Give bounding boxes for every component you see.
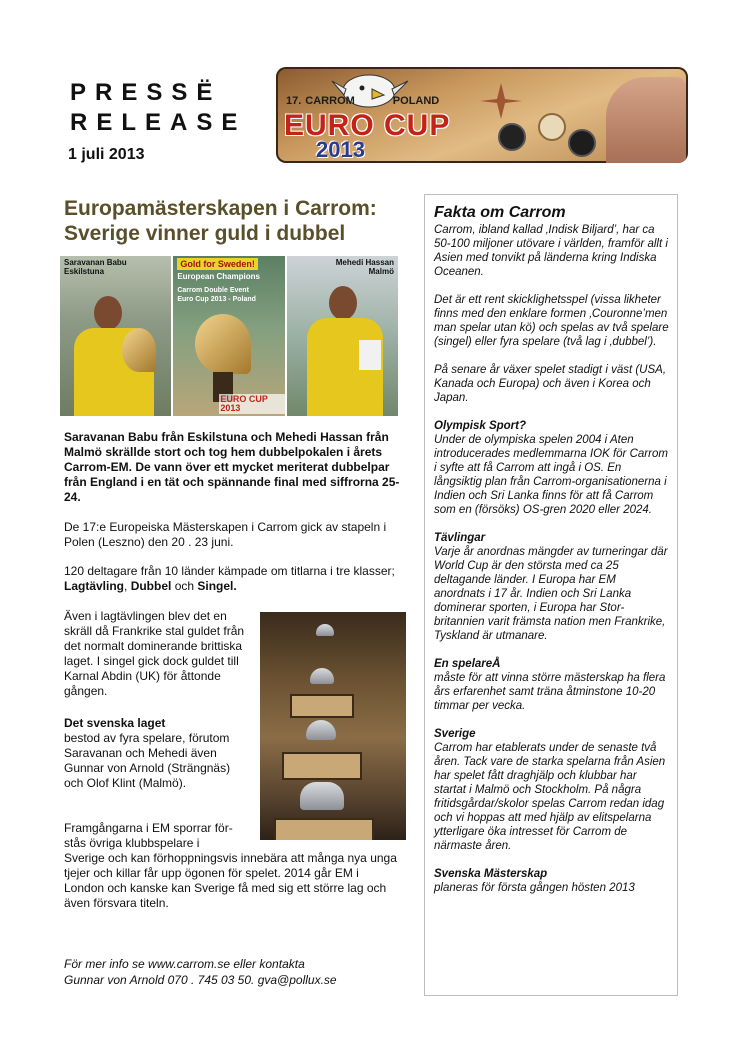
contact-info xyxy=(64,956,404,988)
sidebar-text-sweden: Carrom har etablerats under de senaste två åren. Tack vare de starka spelarna från Asien har spelet fått draghjälp och klubbar har startat i Malmö och Stockholm. På några fritidsgårdar/skolor spelas Carrom redan idag och vi hoppas att med hjälp av elitspelarna ytterligare öka intresset för Carrom de närmaste åren. xyxy=(434,742,666,852)
carrom-board xyxy=(282,752,362,780)
sep-1: , xyxy=(124,579,131,593)
caption-champions: European Champions xyxy=(177,272,261,281)
lamp-icon xyxy=(306,720,336,740)
player-head xyxy=(329,286,357,320)
carrom-coin-icon xyxy=(498,123,526,151)
article-headline: Europamästerskapen i Carrom: Sverige vinner guld i dubbel xyxy=(64,197,377,245)
banner-country: POLAND xyxy=(392,95,440,107)
sidebar-heading-olympic: Olympisk Sport? xyxy=(434,420,527,432)
sidebar-text-olympic: Under de olympiska spelen 2004 i Aten introducerades medlemmarna IOK för Carrom i syfte att få Carrom att ingå i OS. En långsiktig plan från Carrom-organisationerna i Indien och Sri Lanka finns för att få Carrom som en (försöks) OS-gren 2020 eller 2024. xyxy=(434,434,668,516)
champions-photo-collage xyxy=(60,256,398,416)
sidebar-heading-player: En spelareÅ xyxy=(434,658,501,670)
photo-mehedi xyxy=(287,256,398,416)
carrom-board xyxy=(290,694,354,718)
caption-double: Carrom Double Event xyxy=(177,287,249,294)
paragraph-future-2: Sverige och kan förhoppningsvis innebära att många nya unga tjejer och killar får upp ögonen för spelet. 2014 går EM i London och kanske kan Sverige få med sig ett större lag och även försvara titeln. xyxy=(64,851,397,910)
compass-star-icon xyxy=(476,81,526,121)
certificate xyxy=(359,340,381,370)
banner-carrom: CARROM xyxy=(305,95,355,107)
caption-euro-cup: Euro Cup 2013 - Poland xyxy=(177,296,256,303)
team-text: bestod av fyra spelare, förutom Saravanan och Mehedi även Gunnar von Arnold (Strängnäs) och Olof Klint (Malmö). xyxy=(64,731,231,790)
photo-trophy xyxy=(173,256,284,416)
tournament-hall-photo xyxy=(260,612,406,840)
class-double: Dubbel xyxy=(130,579,172,593)
class-team: Lagtävling xyxy=(64,579,125,593)
caption-logo: EURO CUP 2013 xyxy=(219,394,284,414)
press-release-title xyxy=(70,78,246,138)
hand-photo xyxy=(606,77,686,163)
sidebar-growth: På senare år växer spelet stadigt i väst (USA, Kanada och Europa) och även i Korea och Japan. xyxy=(434,364,667,404)
banner-euro-cup: EURO CUP xyxy=(284,109,451,142)
carrom-coin-icon xyxy=(568,129,596,157)
article-lead: Saravanan Babu från Eskilstuna och Mehedi Hassan från Malmö skrällde stort och tog hem dubbelpokalen i årets Carrom-EM. De vann över ett mycket meriterat dubbelpar från England i en tät och spännande final med siffrorna 25-24. xyxy=(64,430,400,504)
paragraph-participants xyxy=(64,564,402,594)
contact-line-1: För mer info se www.carrom.se eller kontakta xyxy=(64,957,305,971)
lamp-icon xyxy=(310,668,334,684)
sidebar-skill: Det är ett rent skicklighetsspel (vissa likheter finns med den enklare formen ‚Couronne‛men man spelar utan kö) och spelas av två spelare (singel) eller fyra spelare (två lag i ‚dubbel‛). xyxy=(434,294,669,348)
caption-mehedi: Mehedi Hassan Malmö xyxy=(335,258,394,276)
paragraph-championship: De 17:e Europeiska Mästerskapen i Carrom gick av stapeln i Polen (Leszno) den 20 . 23 juni. xyxy=(64,520,387,549)
carrom-coin-icon xyxy=(538,113,566,141)
lamp-icon xyxy=(300,782,344,810)
sidebar-intro: Carrom, ibland kallad ‚Indisk Biljard‛, har ca 50-100 miljoner utövare i världen, framför allt i Asien med tonvikt på länderna kring Indiska Oceanen. xyxy=(434,224,668,278)
class-single: Singel. xyxy=(197,579,237,593)
team-heading: Det svenska laget xyxy=(64,716,166,730)
release-date: 1 juli 2013 xyxy=(68,146,145,163)
euro-cup-banner xyxy=(276,67,688,163)
sidebar-heading-competitions: Tävlingar xyxy=(434,532,486,544)
sidebar-heading-sweden: Sverige xyxy=(434,728,476,740)
caption-saravanan: Saravanan Babu Eskilstuna xyxy=(64,258,127,276)
trophy-icon xyxy=(122,328,156,372)
sep-2: och xyxy=(171,579,198,593)
paragraph-team-event: Även i lagtävlingen blev det en skräll då Frankrike stal guldet från det normalt dominerande brittiska laget. I singel gick dock guldet till Karnal Abdin (UK) för åttonde gången. xyxy=(64,609,245,698)
lamp-icon xyxy=(316,624,334,636)
paragraph-future-1: Framgångarna i EM sporrar för-stås övriga klubbspelare i xyxy=(64,821,233,850)
player-head xyxy=(94,296,122,330)
contact-line-2: Gunnar von Arnold 070 . 745 03 50. gva@pollux.se xyxy=(64,973,337,987)
sidebar-text-player: måste för att vinna större mästerskap ha flera års erfarenhet samt träna åtminstone 10-20 timmar per vecka. xyxy=(434,672,666,712)
sidebar-title: Fakta om Carrom xyxy=(434,204,566,221)
carrom-board xyxy=(274,818,374,840)
sidebar-text-championship: planeras för första gången hösten 2013 xyxy=(434,882,635,894)
press-line-1: PRESSË xyxy=(70,79,222,106)
press-line-2: RELEASE xyxy=(70,109,247,136)
trophy-icon xyxy=(195,314,251,374)
photo-saravanan xyxy=(60,256,171,416)
banner-year: 2013 xyxy=(316,137,365,162)
sidebar-text-competitions: Varje år anordnas mängder av turneringar där World Cup är den största med ca 25 deltagande länder. I Europa har EM anordnats i 17 år. Indien och Sri Lanka dominerar sporten, i Europa har Stor-britannien varit främsta nation men Frankrike, Tyskland är utmanare. xyxy=(434,546,668,642)
banner-subtitle xyxy=(286,95,443,107)
gold-for-sweden-tag: Gold for Sweden! xyxy=(177,258,258,270)
facts-sidebar xyxy=(424,194,678,996)
sidebar-heading-championship: Svenska Mästerskap xyxy=(434,868,548,880)
participants-text: 120 deltagare från 10 länder kämpade om titlarna i tre klasser; xyxy=(64,564,395,578)
banner-edition: 17. xyxy=(286,95,302,107)
